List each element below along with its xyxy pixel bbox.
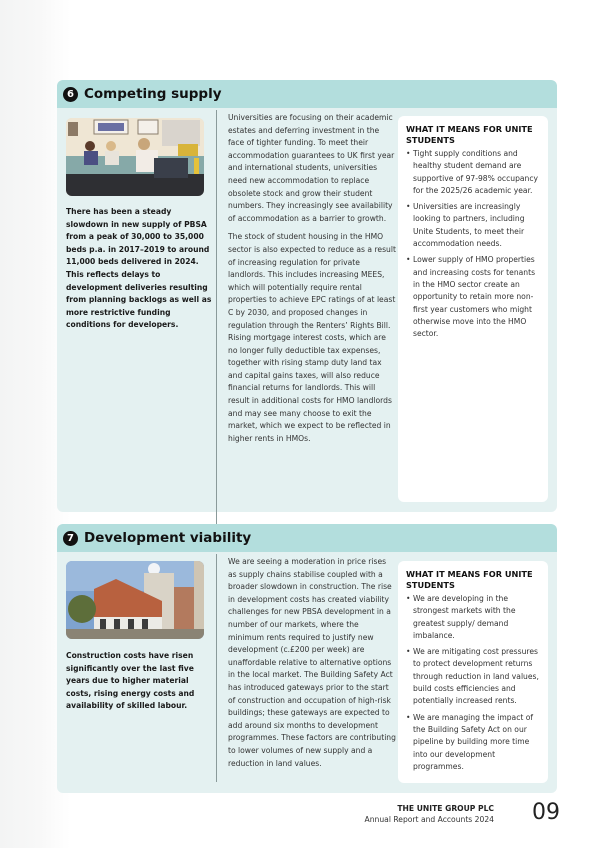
section-development-viability <box>57 524 557 793</box>
callout-item: • We are mitigating cost pressures to protect development returns through reduction in land values, build costs efficiencies and potentially increased rents. <box>406 646 540 707</box>
callout-list <box>406 148 540 340</box>
body-paragraph: The stock of student housing in the HMO sector is also expected to reduce as a result of increasing regulation for private landlords. This includes increasing MEES, which will potentially require rental properties to achieve EPC ratings of at least C by 2030, and proposed changes in regulation through the Renters’ Rights Bill. Rising mortgage interest costs, which are no longer fully deductible tax expenses, together with rising stamp duty land tax and capital gains taxes, will also reduce financial returns for landlords. This will result in additional costs for HMO landlords and may see many choose to exit the market, which we expect to be reflected in higher rents in HMOs. <box>228 232 396 443</box>
body-paragraph: We are seeing a moderation in price rises as supply chains stabilise coupled with a broader slowdown in construction. The rise in development costs has created viability challenges for new PBSA development in a number of our markets, where the minimum rents required to justify new development (c.£200 per week) are unaffordable relative to alternative options in the local market. The Building Safety Act has introduced gateways prior to the start of construction and occupation of high-risk buildings; these gateways are expected to add around six months to development programmes. These factors are contributing to lower volumes of new supply and a reduction in land values. <box>228 557 396 768</box>
section-competing-supply <box>57 80 557 512</box>
callout-item: • Tight supply conditions and healthy student demand are supportive of 97-98% occupancy for the 2025/26 academic year. <box>406 148 540 197</box>
callout-list <box>406 593 540 773</box>
callout-title: WHAT IT MEANS FOR UNITE STUDENTS <box>406 569 533 590</box>
students-photo <box>66 118 204 196</box>
column-divider <box>216 554 217 782</box>
what-it-means-callout <box>398 116 548 502</box>
body-text <box>228 112 396 451</box>
building-photo <box>66 561 204 639</box>
callout-item: • Lower supply of HMO properties and increasing costs for tenants in the HMO sector create an opportunity to retain more non-first year customers who might otherwise move into the HMO sector. <box>406 254 540 340</box>
footer-report-title: Annual Report and Accounts 2024 <box>364 815 494 824</box>
section-title: Development viability <box>84 530 252 546</box>
section-number-badge: 7 <box>63 531 78 546</box>
callout-item: • We are managing the impact of the Building Safety Act on our pipeline by building more time into our development programmes. <box>406 712 540 773</box>
callout-title: WHAT IT MEANS FOR UNITE STUDENTS <box>406 124 533 145</box>
lead-statement: There has been a steady slowdown in new supply of PBSA from a peak of 30,000 to 35,000 beds p.a. in 2017–2019 to around 11,000 beds delivered in 2024. This reflects delays to development deliveries resulting from planning backlogs as well as more restrictive funding conditions for developers. <box>66 207 212 330</box>
what-it-means-callout <box>398 561 548 783</box>
section-body <box>57 108 557 512</box>
column-divider <box>216 110 217 528</box>
section-header <box>57 80 557 108</box>
body-paragraph: Universities are focusing on their academic estates and deferring investment in the face of tighter funding. To meet their accommodation guarantees to UK first year and international students, universities need new accommodation to replace obsolete stock and grow their student numbers. They increasingly see availability of accommodation as a barrier to growth. <box>228 113 395 223</box>
footer-company: THE UNITE GROUP PLC <box>397 804 494 813</box>
section-body <box>57 552 557 793</box>
body-text <box>228 556 396 776</box>
callout-item: • Universities are increasingly looking to partners, including Unite Students, to meet their accommodation needs. <box>406 201 540 250</box>
section-number-badge: 6 <box>63 87 78 102</box>
section-title: Competing supply <box>84 86 222 102</box>
lead-statement: Construction costs have risen significantly over the last five years due to higher material costs, rising energy costs and availability of skilled labour. <box>66 651 195 711</box>
page-number: 09 <box>532 800 560 825</box>
callout-item: • We are developing in the strongest markets with the greatest supply/ demand imbalance. <box>406 593 540 642</box>
section-header <box>57 524 557 552</box>
